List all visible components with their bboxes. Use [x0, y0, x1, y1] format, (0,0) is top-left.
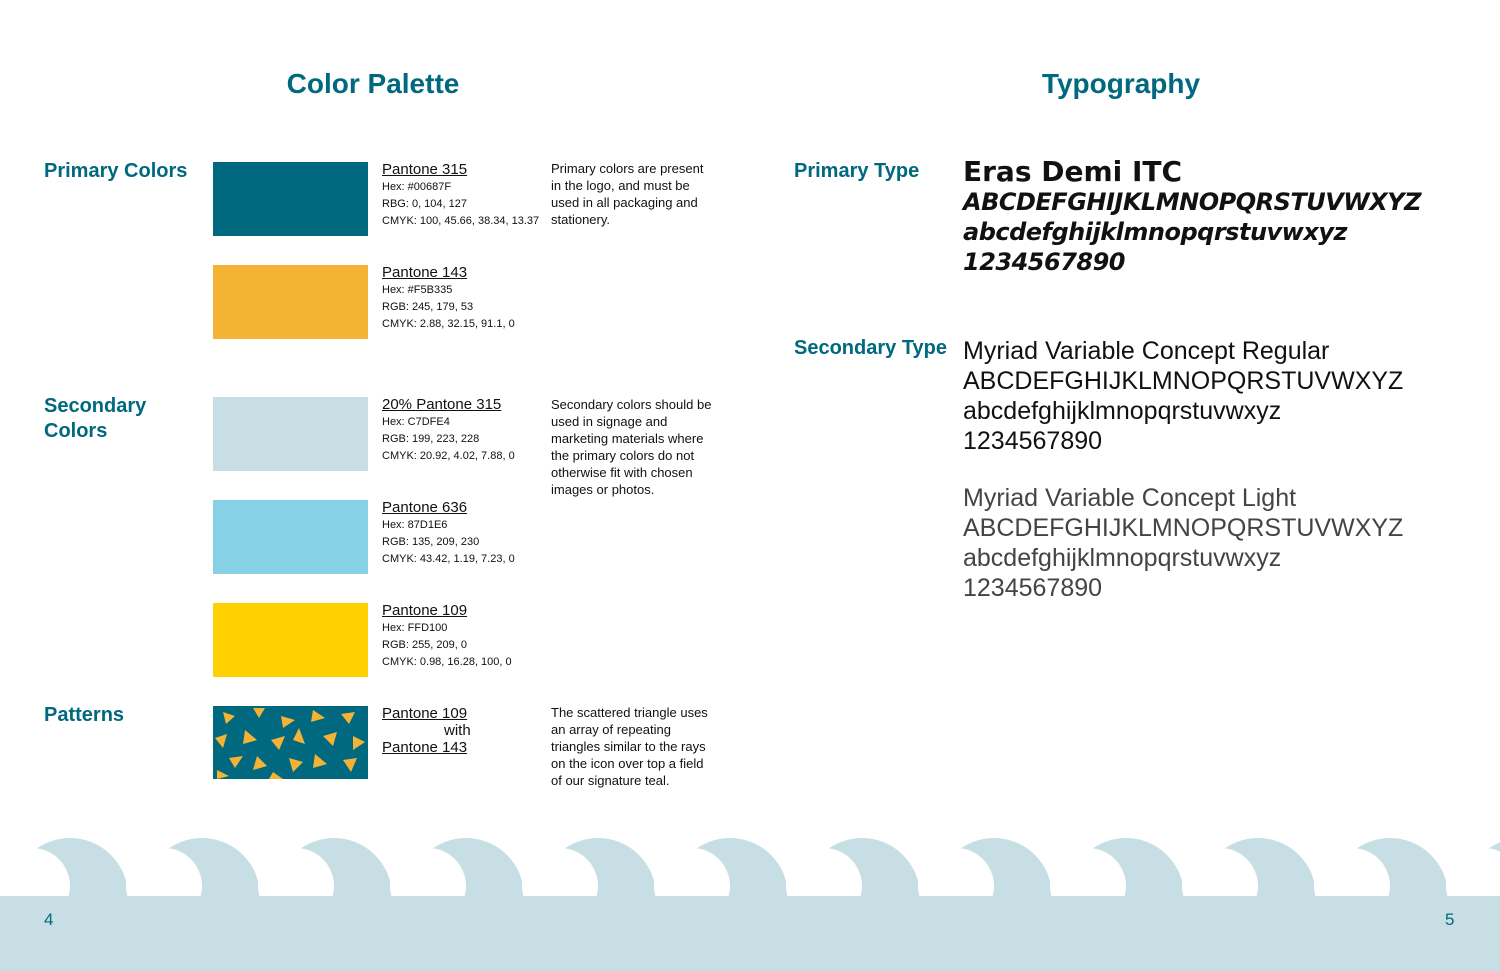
- wave-crest: [672, 838, 788, 954]
- swatch-cmyk: CMYK: 100, 45.66, 38.34, 13.37: [382, 215, 540, 227]
- light-font-name: Myriad Variable Concept Light: [963, 484, 1297, 512]
- light-lowercase: abcdefghijklmnopqrstuvwxyz: [963, 544, 1282, 572]
- swatch-cmyk: CMYK: 43.42, 1.19, 7.23, 0: [382, 553, 515, 565]
- wave-crest: [804, 838, 920, 954]
- regular-font-name: Myriad Variable Concept Regular: [963, 337, 1330, 365]
- swatch-cmyk: CMYK: 2.88, 32.15, 91.1, 0: [382, 318, 515, 330]
- color-palette-title: Color Palette: [286, 68, 460, 99]
- primary-uppercase: ABCDEFGHIJKLMNOPQRSTUVWXYZ: [963, 188, 1422, 216]
- pattern-color-1: Pantone 109: [382, 705, 468, 722]
- swatch-info-pantone-143: [382, 264, 547, 333]
- patterns-description: The scattered triangle uses an array of repeating triangles similar to the rays on the icon over top a field of our signature teal.: [551, 705, 708, 788]
- wave-crest: [12, 838, 128, 954]
- swatch-info-pantone-315: [382, 161, 547, 230]
- page-number-left: 4: [44, 910, 54, 929]
- wave-crest: [1332, 838, 1448, 954]
- swatch-info-pantone-636: [382, 499, 547, 568]
- swatch-pantone-636: [213, 500, 368, 574]
- patterns-label: Patterns: [44, 704, 125, 726]
- wave-crest: [936, 838, 1052, 954]
- swatch-name: Pantone 636: [382, 499, 468, 516]
- page-number-right: 5: [1445, 910, 1455, 929]
- swatch-hex: Hex: C7DFE4: [382, 416, 450, 428]
- swatch-name: 20% Pantone 315: [382, 396, 502, 413]
- wave-crest: [144, 838, 260, 954]
- pattern-info: [382, 705, 547, 756]
- primary-type-label: Primary Type: [794, 160, 920, 182]
- wave-crest: [408, 838, 524, 954]
- primary-colors-description: Primary colors are present in the logo, and must be used in all packaging and stationery.: [551, 161, 704, 227]
- wave-footer: [0, 826, 1500, 971]
- secondary-colors-label: [44, 394, 204, 444]
- regular-uppercase: ABCDEFGHIJKLMNOPQRSTUVWXYZ: [963, 367, 1404, 395]
- swatch-20-pantone-315: [213, 397, 368, 471]
- swatch-pantone-109: [213, 603, 368, 677]
- secondary-light-specimen: [963, 483, 1403, 603]
- swatch-rgb: RGB: 255, 209, 0: [382, 639, 467, 651]
- swatch-pantone-143: [213, 265, 368, 339]
- swatch-info-20-pantone-315: [382, 396, 547, 465]
- regular-digits: 1234567890: [963, 427, 1103, 455]
- secondary-type-label: Secondary Type: [794, 337, 948, 359]
- swatch-rgb: RGB: 245, 179, 53: [382, 301, 474, 313]
- swatch-hex: Hex: FFD100: [382, 622, 448, 634]
- light-digits: 1234567890: [963, 574, 1103, 602]
- swatch-rgb: RBG: 0, 104, 127: [382, 198, 467, 210]
- wave-crest: [1068, 838, 1184, 954]
- swatch-hex: Hex: #F5B335: [382, 284, 453, 296]
- swatch-cmyk: CMYK: 20.92, 4.02, 7.88, 0: [382, 450, 515, 462]
- typography-title: Typography: [1041, 68, 1201, 99]
- primary-font-name: Eras Demi ITC: [963, 155, 1183, 188]
- swatch-rgb: RGB: 199, 223, 228: [382, 433, 480, 445]
- wave-crest: [276, 838, 392, 954]
- swatch-name: Pantone 143: [382, 264, 468, 281]
- pattern-with: with: [444, 722, 471, 739]
- wave-crest: [1200, 838, 1316, 954]
- primary-type-specimen: [963, 157, 1421, 277]
- secondary-colors-description: Secondary colors should be used in signage and marketing materials where the primary colors do not otherwise fit with chosen images or photos.: [551, 397, 712, 497]
- swatch-pantone-315: [213, 162, 368, 236]
- primary-lowercase: abcdefghijklmnopqrstuvwxyz: [963, 218, 1347, 246]
- regular-lowercase: abcdefghijklmnopqrstuvwxyz: [963, 397, 1282, 425]
- swatch-rgb: RGB: 135, 209, 230: [382, 536, 480, 548]
- swatch-name: Pantone 109: [382, 602, 468, 619]
- primary-digits: 1234567890: [963, 248, 1125, 276]
- secondary-label-line2: Colors: [44, 420, 108, 442]
- swatch-cmyk: CMYK: 0.98, 16.28, 100, 0: [382, 656, 512, 668]
- light-uppercase: ABCDEFGHIJKLMNOPQRSTUVWXYZ: [963, 514, 1404, 542]
- triangle-pattern: [213, 706, 368, 779]
- secondary-label-line1: Secondary: [44, 395, 147, 417]
- secondary-regular-specimen: [963, 336, 1403, 456]
- swatch-hex: Hex: 87D1E6: [382, 519, 448, 531]
- swatch-info-pantone-109: [382, 602, 547, 671]
- swatch-hex: Hex: #00687F: [382, 181, 452, 193]
- pattern-color-2: Pantone 143: [382, 739, 468, 756]
- primary-colors-label: Primary Colors: [44, 160, 188, 182]
- swatch-name: Pantone 315: [382, 161, 468, 178]
- wave-crest: [540, 838, 656, 954]
